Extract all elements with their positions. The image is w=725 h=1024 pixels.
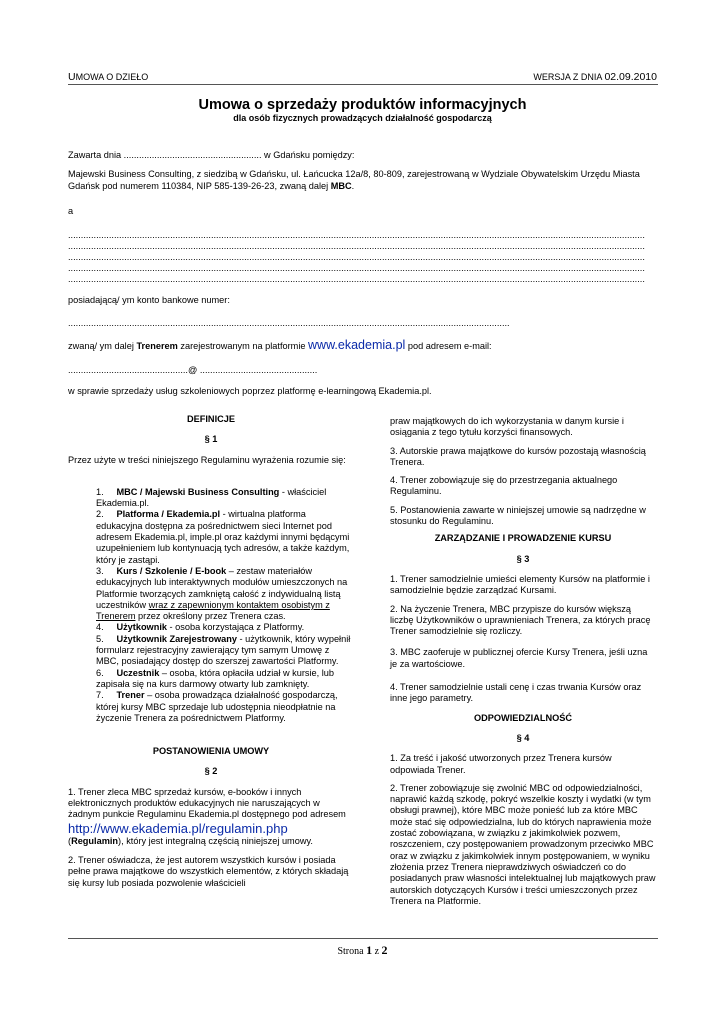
header-doc-type (68, 71, 148, 83)
clause-3-2: 2. Na życzenie Trenera, MBC przypisze do kursów większą liczbę Użytkowników o uprawnieniach Trenera, za których pracę Trener samodzielnie się rozliczy. (390, 603, 651, 637)
definition-4 (96, 622, 354, 633)
definition-3-text: – zestaw materiałów edukacyjnych lub interaktywnych modułów umieszczonych na Platformie tworzących zamkniętą całość z indywidualną listą uczestników (96, 565, 348, 610)
definition-7-num: 7. (96, 690, 104, 701)
definition-2-text: - wirtualna platforma edukacyjna dostępna za pośrednictwem sieci Internet pod adresem Ekademia.pl, imple.pl oraz każdymi innymi będącymi uzupełnieniem lub kontynuacją tych adresów, a także każdym, który je zastąpi. (96, 509, 350, 565)
party-dots-line-3: .................................................................................................................................................................................................................................. (68, 252, 645, 262)
zarzadzanie-heading: ZARZĄDZANIE I PROWADZENIE KURSU (434, 533, 612, 544)
trainer-definition-line (68, 339, 658, 352)
footer-strona: Strona (337, 946, 367, 957)
page-footer (0, 943, 725, 958)
party-dots-line-2: .................................................................................................................................................................................................................................. (68, 241, 645, 251)
header-version (533, 71, 657, 83)
document-subtitle: dla osób fizycznych prowadzących działalność gospodarczą (233, 113, 492, 123)
clause-4-2: 2. Trener zobowiązuje się zwolnić MBC od odpowiedzialności, naprawić każdą szkodę, pokryć wszelkie koszty i wydatki (w tym obsługi prawnej), które MBC może ponieść lub za które MBC może stać się odpowiedzialna, lub do których naprawienia może zostać zobowiązana, w związku z jakimkolwiek pozwem, roszczeniem, czy postępowaniem prowadzonym przeciwko MBC oraz w związku z jakimkolwiek innym postępowaniem, w wyniku złożenia przez Trenera nieprawdziwych oświadczeń co do posiadanych praw własności intelektualnej lub majątkowych praw autorskich dotyczących Kursów i treści umieszczonych przez Trenera na Platformie. (390, 782, 656, 906)
party-dots-line-5: .................................................................................................................................................................................................................................. (68, 274, 645, 284)
trainer-def-bold: Trenerem (136, 341, 178, 351)
intro-mbc-end: . (351, 181, 355, 191)
footer-z: z (372, 946, 382, 957)
clause-3-3: 3. MBC zaoferuje w publicznej ofercie Kursy Trenera, jeśli uzna je za wartościowe. (390, 647, 648, 669)
clause-2-3: 3. Autorskie prawa majątkowe do kursów pozostają własnością Trenera. (390, 445, 646, 467)
intro-date-line: Zawarta dnia ...................................................... w Gdańsku pomiędzy: (68, 150, 355, 160)
par1-heading: § 1 (204, 434, 218, 445)
regulamin-link[interactable]: http://www.ekademia.pl/regulamin.php (68, 820, 288, 836)
postanowienia-heading: POSTANOWIENIA UMOWY (152, 746, 270, 757)
definition-7-term: Trener (116, 690, 145, 701)
definicje-heading: DEFINICJE (187, 414, 235, 424)
trainer-def-pre: zwaną/ ym dalej (68, 341, 137, 351)
definition-2-num: 2. (96, 509, 104, 520)
definition-6 (96, 668, 354, 691)
header-doc-type-initial: U (68, 71, 76, 83)
definition-2 (96, 509, 354, 565)
definition-3-end: przez określony przez Trenera czas. (135, 611, 286, 622)
definition-2-term: Platforma / Ekademia.pl (116, 509, 221, 520)
definition-5 (96, 634, 354, 668)
party-dots-line-1: .................................................................................................................................................................................................................................. (68, 230, 645, 240)
definition-6-term: Uczestnik (116, 667, 160, 678)
definition-5-num: 5. (96, 633, 104, 644)
bank-account-dots: ............................................................................................................................................................................. (68, 318, 510, 328)
definition-3 (96, 566, 354, 622)
trainer-def-mid: zarejestrowanym na platformie (177, 341, 309, 351)
definition-1-num: 1. (96, 486, 104, 497)
header-doc-type-rest: MOWA O DZIEŁO (75, 72, 149, 82)
ekademia-link[interactable]: www.ekademia.pl (308, 338, 406, 352)
clause-2-5: 5. Postanowienia zawarte w niniejszej umowie są nadrzędne w stosunku do Regulaminu. (390, 504, 646, 527)
definition-1-term: MBC / Majewski Business Consulting (116, 486, 280, 497)
definitions-intro: Przez użyte w treści niniejszego Regulaminu wyrażenia rozumie się: (68, 454, 346, 465)
clause-2-1-end: ), który jest integralną częścią niniejszej umowy. (118, 835, 313, 846)
email-dots: ...............................................@ .............................................. (68, 365, 318, 375)
trainer-def-post: pod adresem e-mail: (405, 341, 492, 351)
clause-2-1-text: 1. Trener zleca MBC sprzedaż kursów, e-booków i innych elektronicznych produktów edukacyjnych nie naruszających w żadnym punkcie Regulaminu Ekademia.pl dostępnego pod adresem (68, 786, 346, 820)
footer-page-number: 1 (366, 943, 373, 957)
header-rule (68, 84, 658, 85)
definition-3-underlined: wraz z zapewnionym kontaktem osobistym z Trenerem (96, 599, 330, 622)
definition-6-num: 6. (96, 667, 104, 678)
intro-mbc-text: Majewski Business Consulting, z siedzibą w Gdańsku, ul. Łańcucka 12a/8, 80-809, zarejestrowaną w Wydziale Obywatelskim Urzędu Miasta Gdańsk pod numerem 110384, NIP 585-139-26-23, zwaną dalej (68, 169, 640, 191)
odpowiedzialnosc-heading: ODPOWIEDZIALNOŚĆ (474, 712, 572, 723)
definition-4-text: - osoba korzystająca z Platformy. (166, 622, 305, 633)
right-column (390, 416, 656, 914)
document-title: Umowa o sprzedaży produktów informacyjnych (198, 97, 527, 113)
clause-3-1: 1. Trener samodzielnie umieści elementy Kursów na platformie i samodzielnie będzie zarządzać Kursami. (390, 573, 650, 596)
definition-3-term: Kurs / Szkolenie / E-book (116, 565, 227, 576)
definition-3-num: 3. (96, 565, 104, 576)
definition-4-term: Użytkownik (116, 622, 167, 633)
par2-heading: § 2 (204, 766, 218, 777)
clause-2-4: 4. Trener zobowiązuje się do przestrzegania aktualnego Regulaminu. (390, 475, 618, 497)
intro-mbc-bold: MBC (330, 181, 352, 191)
footer-page-total: 2 (381, 943, 388, 957)
par3-heading: § 3 (516, 553, 530, 564)
footer-rule (68, 938, 658, 939)
header-version-label: WERSJA Z DNIA (533, 72, 605, 82)
party-dots-line-4: .................................................................................................................................................................................................................................. (68, 263, 645, 273)
intro-a: a (68, 206, 74, 216)
intro-purpose: w sprawie sprzedaży usług szkoleniowych poprzez platformę e-learningową Ekademia.pl. (68, 386, 432, 396)
par4-heading: § 4 (516, 732, 530, 743)
definition-5-text: - użytkownik, który wypełnił formularz rejestracyjny zawierający tym samym Umowę z MBC, posiadający dostęp do szerszej zawartości Platformy. (96, 633, 351, 667)
clause-2-2: 2. Trener oświadcza, że jest autorem wszystkich kursów i posiada pełne prawa majątkowe do wszystkich elementów, z których składają się kursy lub posiada pozwolenie właścicieli (68, 854, 349, 888)
definition-6-text: – osoba, która opłaciła udział w kursie, lub zapisała się na kurs darmowy otwarty lub zamknięty. (96, 667, 335, 689)
clause-3-4: 4. Trener samodzielnie ustali cenę i czas trwania Kursów oraz inne jego parametry. (390, 682, 642, 704)
definition-7 (96, 690, 354, 724)
clause-2-1-bold: Regulamin (71, 835, 119, 846)
definition-5-term: Użytkownik Zarejestrowany (116, 633, 237, 644)
definition-1-text: - właściciel Ekademia.pl. (96, 486, 327, 509)
definition-4-num: 4. (96, 622, 104, 633)
bank-account-label: posiadającą/ ym konto bankowe numer: (68, 295, 230, 305)
clause-4-1: 1. Za treść i jakość utworzonych przez Trenera kursów odpowiada Trener. (390, 753, 612, 775)
definition-7-text: – osoba prowadząca działalność gospodarczą, której kursy MBC sprzedaje lub udostępnia nieodpłatnie na życzenie Trenera za pośrednictwem Platformy. (96, 690, 338, 723)
header-version-date: 02.09.2010 (604, 71, 657, 83)
clause-2-1-open: ( (68, 835, 72, 846)
left-column (68, 414, 354, 896)
definitions-list (68, 487, 354, 724)
definition-1 (96, 487, 354, 510)
clause-2-1 (68, 787, 354, 847)
clause-2-2-continuation: praw majątkowych do ich wykorzystania w danym kursie i osiągania z tego tytułu korzyści finansowych. (390, 416, 624, 438)
intro-mbc-party (68, 168, 658, 192)
